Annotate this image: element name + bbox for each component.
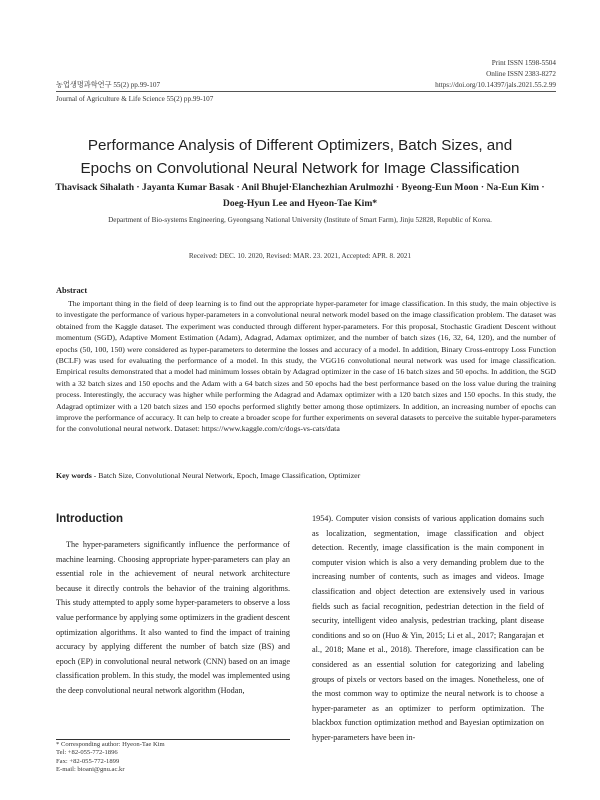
footnote-divider bbox=[56, 739, 290, 740]
doi-link[interactable]: https://doi.org/10.14397/jals.2021.55.2.99 bbox=[435, 81, 556, 89]
issn-doi-block bbox=[435, 58, 556, 91]
abstract-body: The important thing in the field of deep learning is to find out the appropriate hyper-parameter for image classification. In this study, the main objective is to investigate the performance of various hyper-parameters in a convolutional neural network model based on the image classification problem. The dataset was obtained from the Kaggle dataset. The experiment was conducted through different hyper-parameters. For this proposal, Stochastic Gradient Descent without momentum (SGD), Adaptive Moment Estimation (Adam), Adagrad, Adamax optimizer, and the number of batch sizes (16, 32, 64, 120), and the number of epochs (50, 100, 150) were considered as hyper-parameters to determine the losses and accuracy of a model. In addition, Binary Cross-entropy Loss Function (BCLF) was used for evaluating the performance of a model. In this study, the VGG16 convolutional neural network was used for image classification. Empirical results demonstrated that a model had minimum losses obtain by Adagrad optimizer in the case of 16 batch sizes and 50 epochs. In addition, the SGD with a 32 batch sizes and 150 epochs and the Adam with a 64 batch sizes and 50 epochs had the best performance based on the loss value during the training process. Interestingly, the accuracy was higher while performing the Adagrad and Adamax optimizer with a 120 batch sizes and 150 epochs. In this study, the Adagrad optimizer with a 120 batch sizes and 150 epochs performed slightly better among those optimizers. In addition, an increasing number of epochs can improve the performance of accuracy. It can help to create a broader scope for further experiments on several datasets to perceive the suitable hyper-parameters for the convolutional neural network. Dataset: https://www.kaggle.com/c/dogs-vs-cats/data bbox=[56, 299, 556, 434]
footnote-email: E-mail: bioani@gnu.ac.kr bbox=[56, 766, 125, 774]
introduction-left-column: The hyper-parameters significantly influence the performance of machine learning. Choosing appropriate hyper-parameters can play an essential role in the achievement of neural network architecture because it directly controls the behavior of the training algorithms. This study attempted to apply some hyper-parameters to observe a loss value performance by applying some optimizers in the gradient descent optimization algorithms. It also wanted to find the impact of training accuracy by applying different the number of batch size (BS) and epoch (EP) in convolutional neural network (CNN) based on an image classification problem. In this study, the model was implemented using the deep convolutional neural network algorithm (Hodan, bbox=[56, 540, 290, 695]
abstract-heading: Abstract bbox=[56, 286, 88, 295]
print-issn: Print ISSN 1598-5504 bbox=[491, 59, 556, 67]
title-line-2: Epochs on Convolutional Neural Network for Image Classification bbox=[80, 160, 520, 177]
online-issn: Online ISSN 2383-8272 bbox=[486, 70, 556, 78]
korean-citation: 농업생명과학연구 55(2) pp.99-107 bbox=[56, 81, 161, 89]
footnote-corresponding: * Corresponding author: Hyeon-Tae Kim bbox=[56, 741, 165, 748]
authors-line-1: Thavisack Sihalath · Jayanta Kumar Basak · Anil Bhujel·Elanchezhian Arulmozhi · Byeong-Eun Moon · Na-Eun Kim · bbox=[55, 182, 545, 193]
title-line-1: Performance Analysis of Different Optimizers, Batch Sizes, and bbox=[87, 137, 513, 154]
author-list bbox=[50, 180, 550, 212]
footnote-tel: Tel: +82-055-772-1896 bbox=[56, 749, 118, 757]
keywords-text: - Batch Size, Convolutional Neural Network, Epoch, Image Classification, Optimizer bbox=[91, 471, 361, 480]
received-dates: Received: DEC. 10. 2020, Revised: MAR. 23. 2021, Accepted: APR. 8. 2021 bbox=[188, 252, 412, 260]
journal-citation: Journal of Agriculture & Life Science 55(2) pp.99-107 bbox=[56, 95, 214, 103]
corresponding-author-footnote bbox=[56, 741, 165, 775]
paper-title bbox=[40, 134, 560, 180]
footnote-fax: Fax: +82-055-772-1899 bbox=[56, 757, 120, 765]
authors-line-2: Doeg-Hyun Lee and Hyeon-Tae Kim* bbox=[222, 198, 378, 209]
keywords bbox=[56, 471, 556, 480]
affiliation: Department of Bio-systems Engineering, Gyeongsang National University (Institute of Smart Farm), Jinju 52828, Republic of Korea. bbox=[108, 216, 492, 224]
introduction-right-column: 1954). Computer vision consists of various application domains such as localization, segmentation, image classification and object detection. Recently, image classification is the main component in computer vision which is also a very demanding problem due to the increasing number of contents, such as images and videos. Image classification and object detection are extensively used in various fields such as facial recognition, pedestrian detection in the field of security, intelligent video analysis, pedestrian tracking, plant disease conditions and so on (Huo & Yin, 2015; Li et al., 2017; Rangarajan et al., 2018; Mane et al., 2018). Therefore, image classification can be considered as an essential solution for categorizing and labeling groups of pixels or vectors based on the images. Nonetheless, one of the most common way to optimize the neural network is to choose a hyper-parameter as an optimizer to perform optimization. The blackbox function optimization method and Bayesian optimization on hyper-parameters have been in- bbox=[312, 514, 544, 742]
header-divider bbox=[56, 91, 556, 92]
keywords-label: Key words bbox=[56, 471, 92, 480]
introduction-heading: Introduction bbox=[56, 513, 124, 525]
